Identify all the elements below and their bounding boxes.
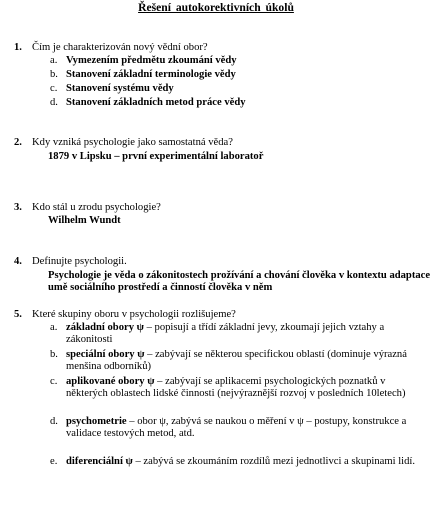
question-text: Kdy vzniká psychologie jako samostatná věda?	[32, 137, 233, 148]
item-text	[66, 456, 428, 468]
item-letter: e.	[50, 456, 58, 467]
item-letter: d.	[50, 416, 58, 427]
item-desc: – zabývají se aplikacemi psychologických poznatků v některých oblastech lidské činnosti (nejvýraznější rozvoj v posledních 10letech)	[66, 376, 406, 399]
question-number: 4.	[14, 256, 22, 267]
question-number: 2.	[14, 137, 22, 148]
option-text: Stanovení základní terminologie vědy	[66, 69, 236, 80]
page-title: Řešení autokorektivních úkolů	[138, 1, 294, 14]
option-text: Stanovení základních metod práce vědy	[66, 97, 246, 108]
question-text: Kdo stál u zrodu psychologie?	[32, 202, 161, 213]
question-text: Které skupiny oboru v psychologii rozlišujeme?	[32, 309, 236, 320]
item-text	[66, 376, 428, 400]
option-text: Vymezením předmětu zkoumání vědy	[66, 55, 237, 66]
item-desc: – popisují a třídí základní jevy, zkoumají jejich vztahy a zákonitosti	[66, 322, 385, 345]
item-letter: c.	[50, 376, 58, 387]
item-letter: b.	[50, 349, 58, 360]
item-text	[66, 416, 428, 440]
option-letter: d.	[50, 97, 58, 108]
option-letter: c.	[50, 83, 58, 94]
option-text: Stanovení systému vědy	[66, 83, 174, 94]
item-term: diferenciální ψ	[66, 456, 133, 467]
item-term: psychometrie	[66, 416, 127, 427]
answer-text: Psychologie je věda o zákonitostech prožívání a chování člověka v kontextu adaptace umě sociálního prostředí a činností člověka v něm	[48, 270, 431, 293]
question-text: Definujte psychologii.	[32, 256, 127, 267]
item-desc: – zabývá se zkoumáním rozdílů mezi jednotlivci a skupinami lidí.	[132, 456, 415, 467]
question-number: 3.	[14, 202, 22, 213]
item-term: aplikované obory ψ	[66, 376, 155, 387]
option-letter: a.	[50, 55, 58, 66]
item-text	[66, 322, 428, 346]
item-term: základní obory ψ	[66, 322, 144, 333]
answer-text: 1879 v Lipsku – první experimentální laboratoř	[48, 151, 264, 162]
question-text: Čím je charakterizován nový vědní obor?	[32, 42, 208, 53]
answer-text: Wilhelm Wundt	[48, 215, 121, 226]
option-letter: b.	[50, 69, 58, 80]
item-desc: – zabývají se některou specifickou oblastí (dominuje výrazná menšina odborníků)	[66, 349, 407, 372]
item-term: speciální obory ψ	[66, 349, 145, 360]
item-text	[66, 349, 428, 373]
question-number: 5.	[14, 309, 22, 320]
item-desc: – obor ψ, zabývá se naukou o měření v ψ – postupy, konstrukce a validace testových metod, atd.	[66, 416, 407, 439]
question-number: 1.	[14, 42, 22, 53]
item-letter: a.	[50, 322, 58, 333]
